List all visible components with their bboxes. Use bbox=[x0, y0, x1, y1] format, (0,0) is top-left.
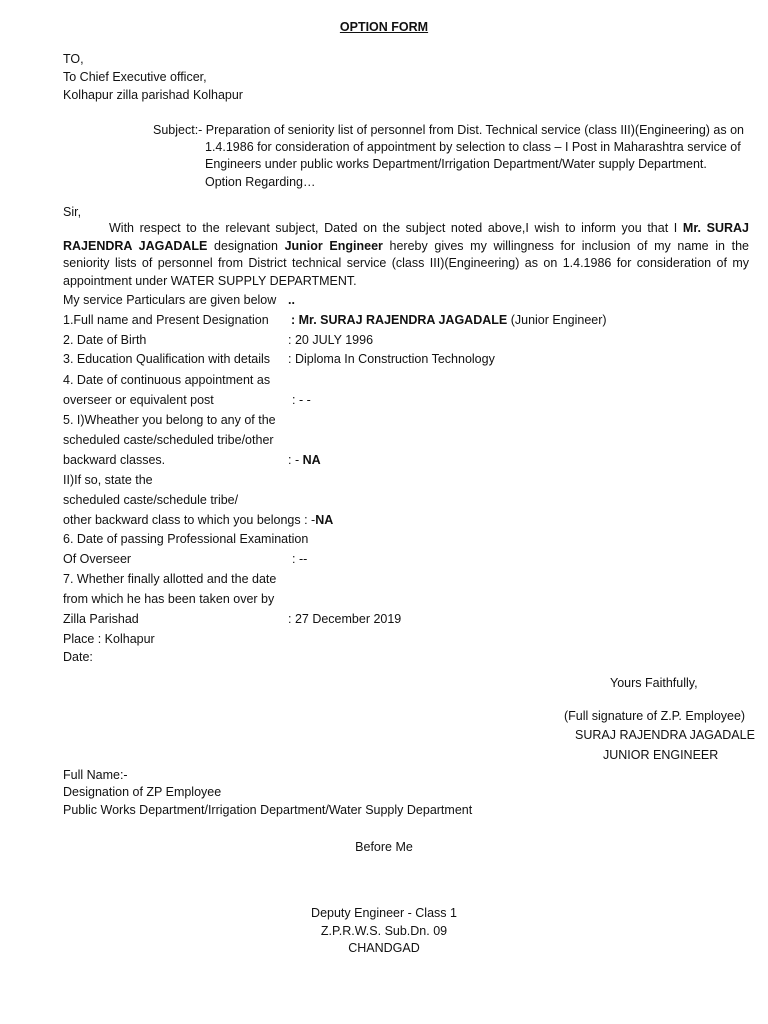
item-7-value: : 27 December 2019 bbox=[288, 612, 402, 626]
address-to: TO, bbox=[63, 52, 84, 66]
item-2-label: 2. Date of Birth bbox=[63, 333, 147, 347]
item-7-label-line-1: 7. Whether finally allotted and the date bbox=[63, 572, 277, 586]
signatory-name: SURAJ RAJENDRA JAGADALE bbox=[575, 728, 755, 742]
subject-line-2: 1.4.1986 for consideration of appointment by selection to class – I Post in Maharashtra service of bbox=[205, 140, 741, 154]
signatory-designation: JUNIOR ENGINEER bbox=[603, 748, 719, 762]
officer-place: CHANDGAD bbox=[348, 941, 420, 955]
item-7-label-line-3: Zilla Parishad bbox=[63, 612, 139, 626]
place: Place : Kolhapur bbox=[63, 632, 155, 646]
item-5-value: : - NA bbox=[288, 453, 321, 467]
footer-designation: Designation of ZP Employee bbox=[63, 785, 222, 799]
item-1-designation: (Junior Engineer) bbox=[507, 313, 607, 327]
date: Date: bbox=[63, 650, 93, 664]
officer-office: Z.P.R.W.S. Sub.Dn. 09 bbox=[320, 924, 448, 938]
particulars-intro: My service Particulars are given below bbox=[63, 293, 277, 307]
body-text-3: hereby gives my willingness for inclusion of my name in the seniority lists of personnel from District technical service (class III)(Engineering) as on 1.4.1986 for consideration of my appointment under WATER SUPPLY DEPARTMENT. bbox=[63, 238, 749, 289]
item-1-name: : Mr. SURAJ RAJENDRA JAGADALE bbox=[291, 313, 508, 327]
footer-full-name: Full Name:- bbox=[63, 768, 128, 782]
item-3-label: 3. Education Qualification with details bbox=[63, 352, 271, 366]
item-5b-na: NA bbox=[315, 513, 334, 527]
footer-departments: Public Works Department/Irrigation Department/Water Supply Department bbox=[63, 803, 473, 817]
item-4-value: : - - bbox=[292, 393, 311, 407]
item-2-value: : 20 JULY 1996 bbox=[288, 333, 374, 347]
particulars-intro-value: .. bbox=[288, 293, 295, 307]
item-5-label-line-2: scheduled caste/scheduled tribe/other bbox=[63, 433, 274, 447]
closing-yours-faithfully: Yours Faithfully, bbox=[610, 676, 698, 690]
body-text-1: With respect to the relevant subject, Dated on the subject noted above,I wish to inform you that I bbox=[109, 221, 683, 235]
item-1-value bbox=[291, 313, 607, 328]
item-5b-label-line-1: II)If so, state the bbox=[63, 473, 153, 487]
item-3-value: : Diploma In Construction Technology bbox=[288, 352, 495, 366]
item-7-label-line-2: from which he has been taken over by bbox=[63, 592, 275, 606]
subject-line-4: Option Regarding… bbox=[205, 175, 316, 189]
subject-line-1: Subject:- Preparation of seniority list of personnel from Dist. Technical service (class III)(Engineering) as on bbox=[153, 123, 744, 137]
item-6-label-line-1: 6. Date of passing Professional Examination bbox=[63, 532, 309, 546]
body-text-2: designation bbox=[207, 238, 285, 253]
officer-title: Deputy Engineer - Class 1 bbox=[311, 906, 457, 920]
employee-name: Mr. SURAJ RAJENDRA JAGADALE bbox=[63, 221, 749, 253]
item-5b-value: : -NA bbox=[304, 513, 334, 527]
item-5b-label-line-3: other backward class to which you belongs : -NA bbox=[63, 513, 334, 527]
salutation: Sir, bbox=[63, 205, 82, 219]
item-5b-label-line-2: scheduled caste/schedule tribe/ bbox=[63, 493, 239, 507]
item-4-label-line-2: overseer or equivalent post bbox=[63, 393, 214, 407]
item-5-label-line-1: 5. I)Wheather you belong to any of the bbox=[63, 413, 276, 427]
item-6-label-line-2: Of Overseer bbox=[63, 552, 132, 566]
item-6-value: : -- bbox=[292, 552, 308, 566]
item-5-na: NA bbox=[302, 453, 321, 467]
subject-line-3: Engineers under public works Department/Irrigation Department/Water supply Department. bbox=[205, 157, 707, 171]
form-title: OPTION FORM bbox=[339, 20, 429, 34]
address-line-2: Kolhapur zilla parishad Kolhapur bbox=[63, 88, 243, 102]
item-5-label-line-3: backward classes. bbox=[63, 453, 166, 467]
signature-note: (Full signature of Z.P. Employee) bbox=[564, 709, 746, 723]
item-1-label: 1.Full name and Present Designation bbox=[63, 313, 269, 327]
address-line-1: To Chief Executive officer, bbox=[63, 70, 207, 84]
employee-designation: Junior Engineer bbox=[284, 238, 383, 253]
body-paragraph bbox=[63, 220, 749, 291]
item-4-label-line-1: 4. Date of continuous appointment as bbox=[63, 373, 271, 387]
before-me: Before Me bbox=[355, 840, 413, 854]
